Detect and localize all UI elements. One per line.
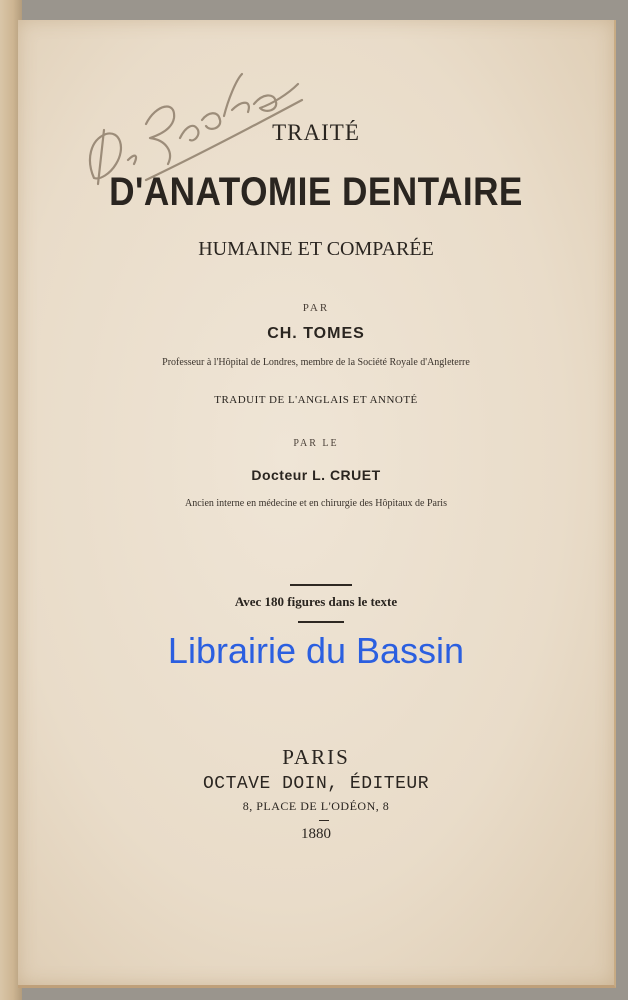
author-description: Professeur à l'Hôpital de Londres, membre de la Société Royale d'Angleterre (162, 357, 470, 368)
title-line-2: D'ANATOMIE DENTAIRE (109, 170, 523, 214)
publication-city: PARIS (282, 745, 350, 769)
by-label: PAR (302, 302, 330, 314)
subtitle: HUMAINE ET COMPARÉE (198, 238, 434, 260)
divider-top (290, 584, 352, 586)
by-the-label: PAR LE (293, 438, 339, 449)
bookseller-watermark: Librairie du Bassin (167, 630, 465, 671)
title-page (18, 20, 616, 988)
title-line-1: TRAITÉ (272, 120, 360, 145)
figures-note: Avec 180 figures dans le texte (234, 594, 398, 609)
publisher-name: OCTAVE DOIN, ÉDITEUR (202, 774, 430, 794)
translation-note: TRADUIT DE L'ANGLAIS ET ANNOTÉ (214, 394, 418, 406)
publication-year: 1880 (301, 826, 331, 842)
translator-name: Docteur L. CRUET (251, 467, 381, 483)
divider-bottom (298, 621, 344, 623)
publisher-address: 8, PLACE DE L'ODÉON, 8 (242, 799, 390, 813)
translator-description: Ancien interne en médecine et en chirurgie des Hôpitaux de Paris (185, 498, 447, 509)
author-name: CH. TOMES (267, 325, 365, 342)
divider-small (319, 820, 329, 821)
